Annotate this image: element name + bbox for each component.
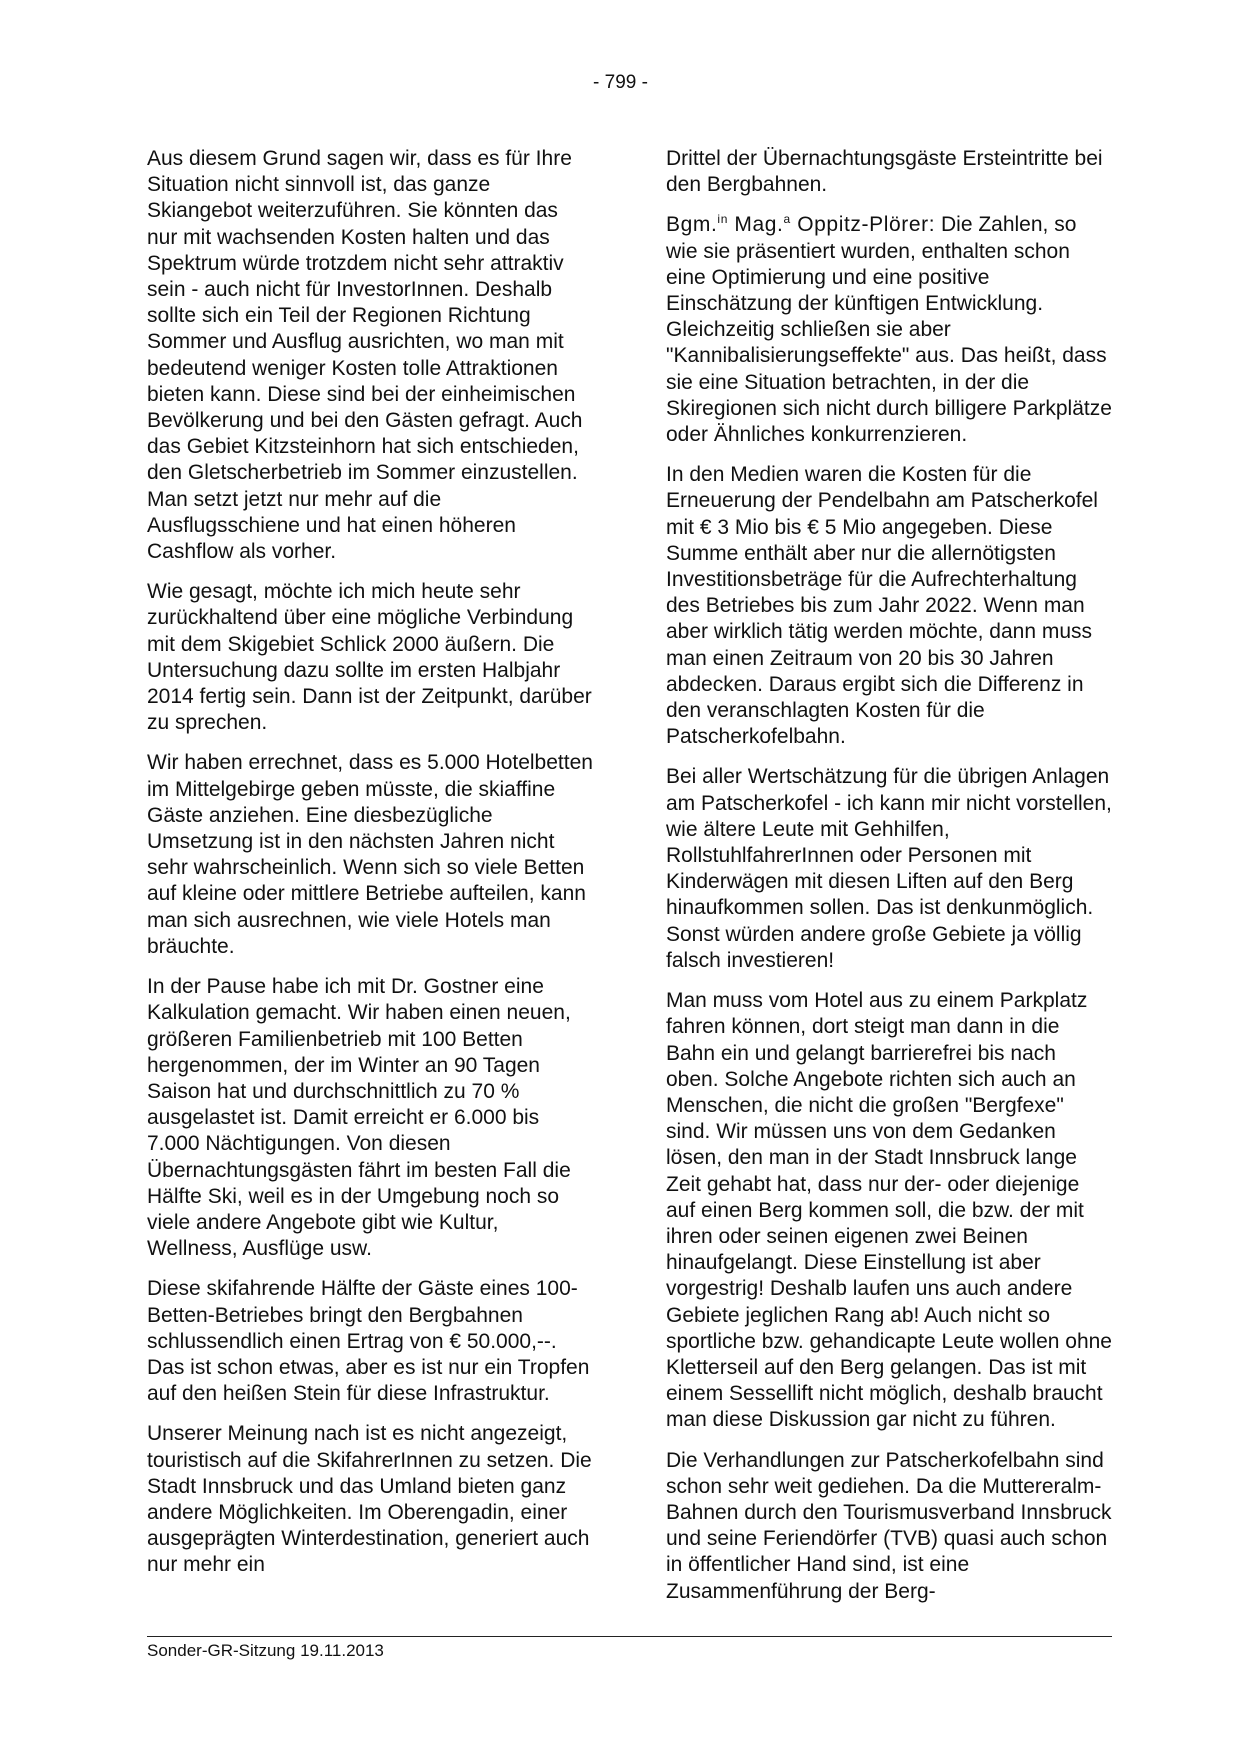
speaker-title-sup: a bbox=[783, 212, 791, 227]
paragraph: Unserer Meinung nach ist es nicht angezeigt, touristisch auf die SkifahrerInnen zu setzen. Die Stadt Innsbruck und das Umland bieten ganz andere Möglichkeiten. Im Oberengadin, einer ausgeprägten Winterdestination, generiert auch nur mehr ein bbox=[147, 1422, 592, 1577]
footer-text: Sonder-GR-Sitzung 19.11.2013 bbox=[147, 1641, 384, 1660]
right-column bbox=[666, 146, 1112, 1619]
paragraph: Wir haben errechnet, dass es 5.000 Hotelbetten im Mittelgebirge geben müsste, die skiaffine Gäste anziehen. Eine diesbezügliche Umsetzung ist in den nächsten Jahren nicht sehr wahrscheinlich. Wenn sich so viele Betten auf kleine oder mittlere Betriebe aufteilen, kann man sich ausrechnen, wie viele Hotels man bräuchte. bbox=[147, 751, 593, 958]
paragraph: Man muss vom Hotel aus zu einem Parkplatz fahren können, dort steigt man dann in die Bahn ein und gelangt barrierefrei bis nach oben. Solche Angebote richten sich auch an Menschen, die nicht die großen "Bergfexe" sind. Wir müssen uns von dem Gedanken lösen, den man in der Stadt Innsbruck lange Zeit gehabt hat, dass nur der- oder diejenige auf einen Berg kommen soll, die bzw. der mit ihren oder seinen eigenen zwei Beinen hinaufgelangt. Diese Einstellung ist aber vorgestrig! Deshalb laufen uns auch andere Gebiete jeglichen Rang ab! Auch nicht so sportliche bzw. gehandicapte Leute wollen ohne Kletterseil auf den Berg gelangen. Das ist mit einem Sessellift nicht möglich, deshalb braucht man diese Diskussion gar nicht zu führen. bbox=[666, 989, 1112, 1432]
paragraph: Drittel der Übernachtungsgäste Ersteintritte bei den Bergbahnen. bbox=[666, 147, 1103, 197]
speaker-prefix: Bgm. bbox=[666, 213, 718, 237]
page-number: - 799 - bbox=[593, 72, 648, 93]
paragraph: Die Verhandlungen zur Patscherkofelbahn sind schon sehr weit gediehen. Da die Muttereralm-Bahnen durch den Tourismusverband Innsbruck und seine Feriendörfer (TVB) quasi auch schon in öffentlicher Hand sind, ist eine Zusammenführung der Berg- bbox=[666, 1448, 1112, 1603]
paragraph: Wie gesagt, möchte ich mich heute sehr zurückhaltend über eine mögliche Verbindung mit dem Skigebiet Schlick 2000 äußern. Die Untersuchung dazu sollte im ersten Halbjahr 2014 fertig sein. Dann ist der Zeitpunkt, darüber zu sprechen. bbox=[147, 580, 592, 735]
speech-text: Die Zahlen, so wie sie präsentiert wurden, enthalten schon eine Optimierung und eine positive Einschätzung der künftigen Entwicklung. Gleichzeitig schließen sie aber "Kannibalisierungseffekte" aus. Das heißt, dass sie eine Situation betrachten, in der die Skiregionen sich nicht durch billigere Parkplätze oder Ähnliches konkurrenzieren. bbox=[666, 213, 1112, 447]
left-column bbox=[147, 146, 593, 1593]
paragraph: In der Pause habe ich mit Dr. Gostner eine Kalkulation gemacht. Wir haben einen neuen, größeren Familienbetrieb mit 100 Betten hergenommen, der im Winter an 90 Tagen Saison hat und durchschnittlich zu 70 % ausgelastet ist. Damit erreicht er 6.000 bis 7.000 Nächtigungen. Von diesen Übernachtungsgästen fährt im besten Fall die Hälfte Ski, weil es in der Umgebung noch so viele andere Angebote gibt wie Kultur, Wellness, Ausflüge usw. bbox=[147, 975, 571, 1261]
footer-divider bbox=[147, 1636, 1112, 1637]
speaker-paragraph bbox=[666, 212, 1112, 448]
paragraph: In den Medien waren die Kosten für die Erneuerung der Pendelbahn am Patscherkofel mit € 3 Mio bis € 5 Mio angegeben. Diese Summe enthält aber nur die allernötigsten Investitionsbeträge für die Aufrechterhaltung des Betriebes bis zum Jahr 2022. Wenn man aber wirklich tätig werden möchte, dann muss man einen Zeitraum von 20 bis 30 Jahren abdecken. Daraus ergibt sich die Differenz in den veranschlagten Kosten für die Patscherkofelbahn. bbox=[666, 463, 1098, 749]
paragraph: Bei aller Wertschätzung für die übrigen Anlagen am Patscherkofel - ich kann mir nicht vorstellen, wie ältere Leute mit Gehhilfen, RollstuhlfahrerInnen oder Personen mit Kinderwägen mit diesen Liften auf den Berg hinaufkommen sollen. Das ist denkunmöglich. Sonst würden andere große Gebiete ja völlig falsch investieren! bbox=[666, 765, 1112, 972]
speaker-title: Mag. bbox=[727, 213, 784, 237]
paragraph: Diese skifahrende Hälfte der Gäste eines 100-Betten-Betriebes bringt den Bergbahnen schlussendlich einen Ertrag von € 50.000,--. Das ist schon etwas, aber es ist nur ein Tropfen auf den heißen Stein für diese Infrastruktur. bbox=[147, 1277, 590, 1406]
paragraph: Aus diesem Grund sagen wir, dass es für Ihre Situation nicht sinnvoll ist, das ganze Skiangebot weiterzuführen. Sie könnten das nur mit wachsenden Kosten halten und das Spektrum würde trotzdem nicht sehr attraktiv sein - auch nicht für InvestorInnen. Deshalb sollte sich ein Teil der Regionen Richtung Sommer und Ausflug ausrichten, wo man mit bedeutend weniger Kosten tolle Attraktionen bieten kann. Diese sind bei der einheimischen Bevölkerung und bei den Gästen gefragt. Auch das Gebiet Kitzsteinhorn hat sich entschieden, den Gletscherbetrieb im Sommer einzustellen. Man setzt jetzt nur mehr auf die Ausflugsschiene und hat einen höheren Cashflow als vorher. bbox=[147, 147, 583, 564]
speaker-prefix-sup: in bbox=[717, 212, 728, 227]
speaker-name bbox=[666, 213, 935, 236]
speaker-surname: Oppitz-Plörer: bbox=[790, 213, 936, 237]
